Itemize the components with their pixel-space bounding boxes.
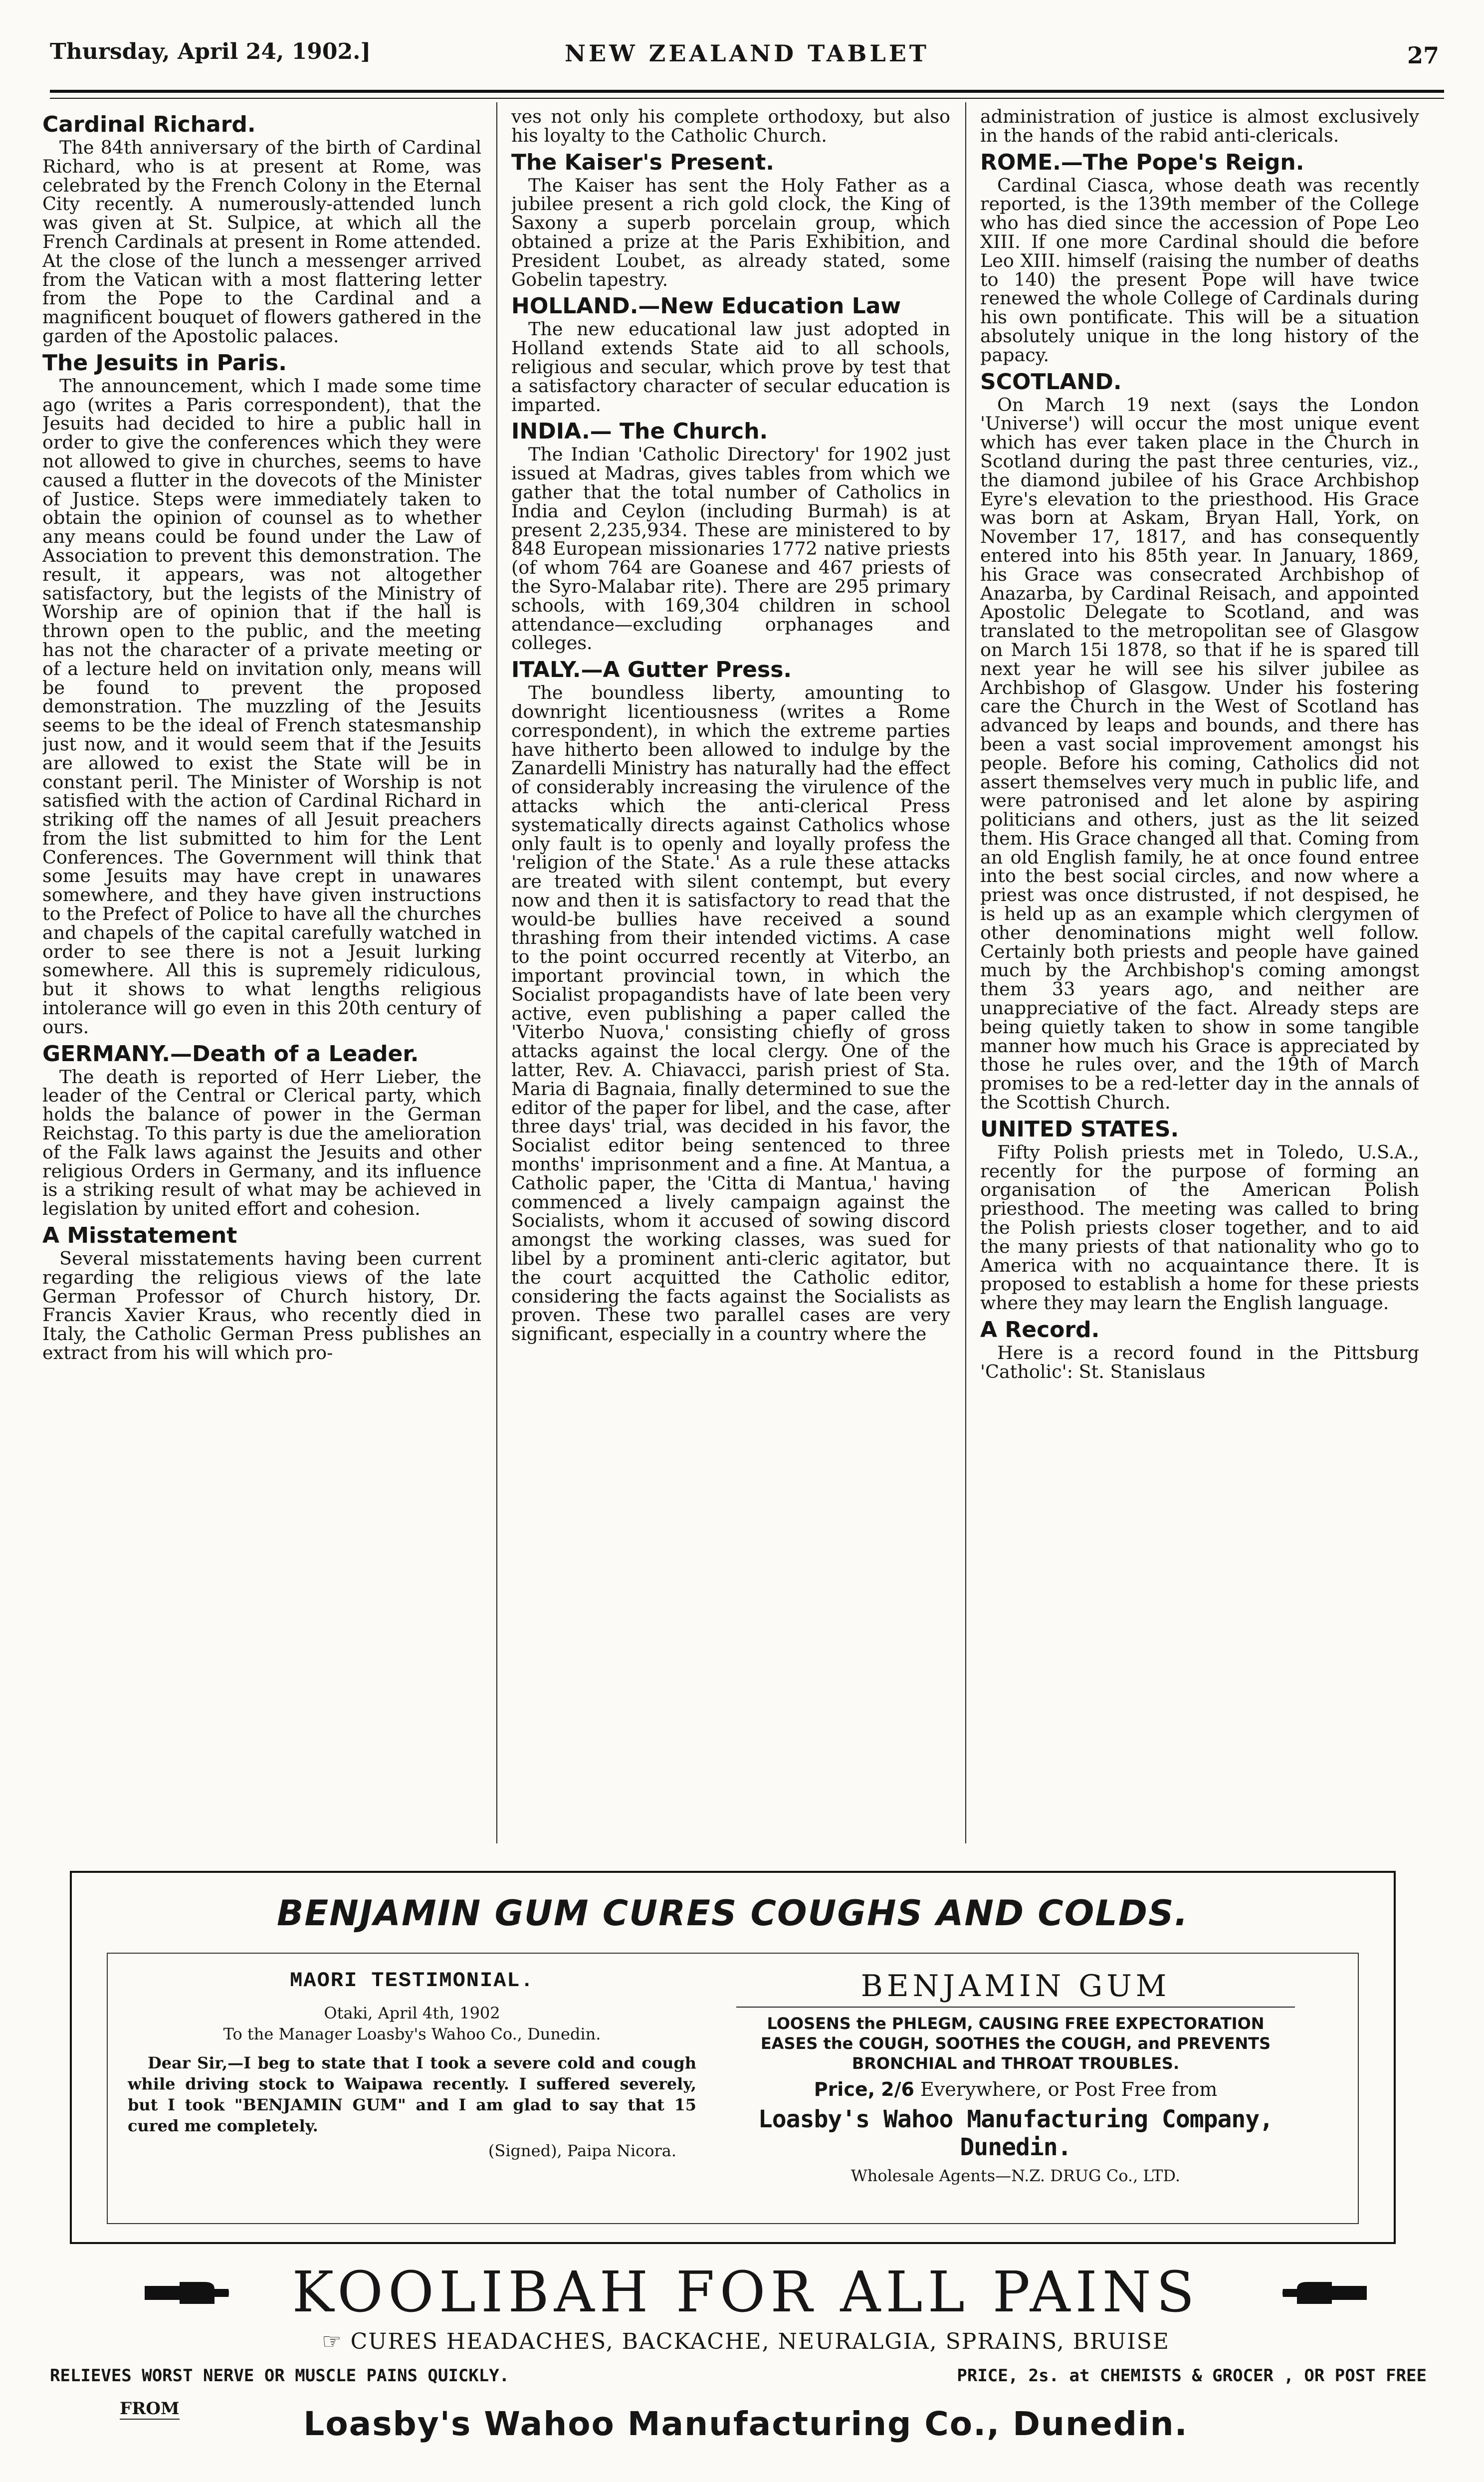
price-value: 2/6 (881, 2078, 914, 2100)
column-3 (980, 107, 1419, 1838)
newspaper-title: NEW ZEALAND TABLET (564, 40, 930, 67)
article-paragraph: The boundless liberty, amounting to downright licentiousness (writes a Rome correspondent), in which the extreme parties have hitherto been allowed to indulge by the Zanardelli Ministry has naturally had the effect of considerably increasing the virulence of the attacks which the anti-clerical Press systematically directs against Catholics whose only fault is to openly and loyally profess the 'religion of the State.' As a rule these attacks are treated with silent contempt, but every now and then it is satisfactory to read that the would-be bullies have received a sound thrashing from their intended victims. A case to the point occurred recently at Viterbo, an important provincial town, in which the Socialist propagandists have of late been very active, even publishing a paper called the 'Viterbo Nuova,' consisting chiefly of gross attacks against the local clergy. One of the latter, Rev. A. Chiavacci, parish priest of Sta. Maria di Bagnaia, finally determined to sue the editor of the paper for libel, and the case, after three days' trial, was decided in his favor, the Socialist editor being sentenced to three months' imprisonment and a fine. At Mantua, a Catholic paper, the 'Citta di Mantua,' having commenced a lively campaign against the Socialists, whom it accused of sowing discord amongst the working classes, was sued for libel by a prominent anti-cleric agitator, but the court acquitted the Catholic editor, considering the facts against the Socialists as proven. These two parallel cases are very significant, especially in a country where the (511, 682, 950, 1345)
testimonial-title: MAORI TESTIMONIAL. (290, 1969, 534, 1993)
article-heading: The Kaiser's Present. (511, 149, 774, 175)
testimonial-body: Dear Sir,—I beg to state that I took a severe cold and cough while driving stock to Waipawa recently. I suffered severely, but I took "BENJAMIN GUM" and I am glad to say that 15 cured me completely. (128, 2053, 696, 2135)
column-1 (42, 107, 481, 1838)
product-description: LOOSENS the PHLEGM, CAUSING FREE EXPECTORATION EASES the COUGH, SOOTHES the COUGH, and PREVENTS BRONCHIAL and THROAT TROUBLES. (760, 2014, 1271, 2073)
masthead-rule-thin (50, 98, 1444, 99)
pointing-hand-icon: ☞ (322, 2329, 343, 2354)
ad-headline: BENJAMIN GUM CURES COUGHS AND COLDS. (276, 1893, 1189, 1934)
article-heading: ROME.—The Pope's Reign. (980, 149, 1304, 175)
relieves-text: RELIEVES WORST NERVE OR MUSCLE PAINS QUICKLY. (50, 2366, 510, 2386)
maori-testimonial (128, 1969, 696, 2160)
testimonial-signature: (Signed), Paipa Nicora. (488, 2141, 676, 2160)
benjamin-gum-advertisement (70, 1871, 1396, 2244)
article-heading: SCOTLAND. (980, 369, 1122, 395)
article-paragraph: The announcement, which I made some time ago (writes a Paris correspondent), that the Jesuits had decided to hire a public hall in order to give the conferences which they were not allowed to give in churches, seems to have caused a flutter in the dovecots of the Minister of Justice. Steps were immediately taken to obtain the opinion of counsel as to whether any means could be found under the Law of Association to prevent this demonstration. The result, it appears, was not altogether satisfactory, but the legists of the Ministry of Worship are of opinion that if the hall is thrown open to the public, and the meeting has not the character of a private meeting or of a lecture held on invitation only, means will be found to prevent the proposed demonstration. The muzzling of the Jesuits seems to be the ideal of French statesmanship just now, and it would seem that if the Jesuits are allowed to exist the State will be in constant peril. The Minister of Worship is not satisfied with the action of Cardinal Richard in striking off the names of all Jesuit preachers from the list submitted to him for the Lent Conferences. The Government will think that some Jesuits may have crept in unawares somewhere, and they have given instructions to the Prefect of Police to have all the churches and chapels of the capital carefully watched in order to see there is not a Jesuit lurking somewhere. All this is supremely ridiculous, but it shows to what lengths religious intolerance will go even in this 20th century of ours. (42, 375, 481, 1038)
cures-text: CURES HEADACHES, BACKACHE, NEURALGIA, SPRAINS, BRUISE (350, 2329, 1170, 2354)
price-text: PRICE, 2s. at CHEMISTS & GROCER , OR POST FREE (957, 2366, 1427, 2386)
article-paragraph: The death is reported of Herr Lieber, the leader of the Central or Clerical party, which holds the balance of power in the German Reichstag. To this party is due the amelioration of the Falk laws against the Jesuits and other religious Orders in Germany, and its influence is a striking result of what may be achieved in legislation by united effort and cohesion. (42, 1066, 481, 1220)
article-paragraph: Cardinal Ciasca, whose death was recently reported, is the 139th member of the College who has died since the accession of Pope Leo XIII. If one more Cardinal should die before Leo XIII. himself (raising the number of deaths to 140) the present Pope will have twice renewed the whole College of Cardinals during his own pontificate. This will be a situation absolutely unique in the long history of the papacy. (980, 174, 1419, 366)
wholesale-agents: Wholesale Agents—N.Z. DRUG Co., LTD. (850, 2166, 1181, 2185)
article-heading: GERMANY.—Death of a Leader. (42, 1041, 419, 1067)
testimonial-date: Otaki, April 4th, 1902 (324, 2004, 500, 2023)
article-paragraph: The Kaiser has sent the Holy Father as a jubilee present a rich gold clock, the King of Saxony a superb porcelain group, which obtained a prize at the Paris Exhibition, and President Loubet, as already stated, some Gobelin tapestry. (511, 174, 950, 290)
ad-cures-line (50, 2329, 1442, 2354)
company-name: Loasby's Wahoo Manufacturing Co., Dunedin. (303, 2405, 1188, 2443)
article-heading: INDIA.— The Church. (511, 419, 768, 445)
article-heading: A Misstatement (42, 1223, 237, 1249)
ad-inner-box (107, 1953, 1359, 2224)
pointing-hand-left-icon (1282, 2280, 1367, 2306)
ad-headline: KOOLIBAH FOR ALL PAINS (292, 2260, 1200, 2325)
from-label: FROM (120, 2399, 180, 2419)
article-paragraph: The new educational law just adopted in Holland extends State aid to all schools, religious and secular, which prove by test that a satisfactory character of secular education is imparted. (511, 318, 950, 416)
product-title: BENJAMIN GUM (736, 1969, 1295, 2008)
page-number: 27 (1407, 42, 1439, 69)
product-price (736, 2078, 1295, 2100)
column-divider (496, 102, 497, 1843)
article-paragraph: Fifty Polish priests met in Toledo, U.S.A., recently for the purpose of forming an organisation of the American Polish priesthood. The meeting was called to bring the Polish priests closer together, and to aid the many priests of that nationality who go to America with no acquaintance there. It is proposed to establish a home for these priests where they may learn the English language. (980, 1141, 1419, 1314)
masthead (50, 39, 1444, 79)
article-paragraph: The 84th anniversary of the birth of Cardinal Richard, who is at present at Rome, was celebrated by the French Colony in the Eternal City recently. A numerously-attended lunch was given at St. Sulpice, at which all the French Cardinals at present in Rome attended. At the close of the lunch a messenger arrived from the Vatican with a most flattering letter from the Pope to the Cardinal and a magnificent bouquet of flowers gathered in the garden of the Apostolic palaces. (42, 137, 481, 347)
testimonial-recipient: To the Manager Loasby's Wahoo Co., Dunedin. (223, 2025, 601, 2043)
article-heading: ITALY.—A Gutter Press. (511, 657, 792, 683)
article-paragraph: Several misstatements having been current regarding the religious views of the late German Professor of Church history, Dr. Francis Xavier Kraus, who recently died in Italy, the Catholic German Press publishes an extract from his will which pro- (42, 1248, 481, 1364)
price-label: Price, (814, 2078, 875, 2100)
price-rest: Everywhere, or Post Free from (920, 2078, 1218, 2100)
issue-date: Thursday, April 24, 1902.] (50, 39, 371, 64)
column-divider (965, 102, 966, 1843)
article-paragraph: The Indian 'Catholic Directory' for 1902 just issued at Madras, gives tables from which we gather that the total number of Catholics in India and Ceylon (including Burmah) is at present 2,235,934. These are ministered to by 848 European missionaries 1772 native priests (of whom 764 are Goanese and 467 priests of the Syro-Malabar rite). There are 295 primary schools, with 169,304 children in school attendance—excluding orphanages and colleges. (511, 444, 950, 654)
article-heading: The Jesuits in Paris. (42, 350, 287, 376)
article-paragraph: ves not only his complete orthodoxy, but also his loyalty to the Catholic Church. (511, 107, 950, 146)
column-2 (511, 107, 950, 1838)
product-panel (736, 1969, 1295, 2185)
article-paragraph: Here is a record found in the Pittsburg 'Catholic': St. Stanislaus (980, 1342, 1419, 1382)
koolibah-advertisement (50, 2260, 1442, 2460)
article-heading: UNITED STATES. (980, 1116, 1179, 1142)
article-heading: A Record. (980, 1317, 1100, 1343)
masthead-rule-heavy (50, 90, 1444, 93)
article-heading: Cardinal Richard. (42, 112, 256, 137)
article-paragraph: On March 19 next (says the London 'Universe') will occur the most unique event which has ever taken place in the Church in Scotland during the past three centuries, viz., the diamond jubilee of his Grace Archbishop Eyre's elevation to the priesthood. His Grace was born at Askam, Bryan Hall, York, on November 17, 1817, and has consequently entered into his 85th year. In January, 1869, his Grace was consecrated Archbishop of Anazarba, by Cardinal Reisach, and appointed Apostolic Delegate to Scotland, and was translated to the metropolitan see of Glasgow on March 15i 1878, so that if he is spared till next year he will see his silver jubilee as Archbishop of Glasgow. Under his fostering care the Church in the West of Scotland has advanced by leaps and bounds, and there has been a vast social improvement amongst his people. Before his coming, Catholics did not assert themselves very much in public life, and were patronised and let alone by aspiring politicians and others, just as the lit seized them. His Grace changed all that. Coming from an old English family, he at once found entree into the best social circles, and now where a priest was once distrusted, if not despised, he is held up as an example which clergymen of other denominations might well follow. Certainly both priests and people have gained much by the Archbishop's coming amongst them 33 years ago, and neither are unappreciative of the fact. Already steps are being quietly taken to show in some tangible manner how much his Grace is appreciated by those he rules over, and the 19th of March promises to be a red-letter day in the annals of the Scottish Church. (980, 394, 1419, 1114)
article-heading: HOLLAND.—New Education Law (511, 293, 901, 319)
article-paragraph: administration of justice is almost exclusively in the hands of the rabid anti-clericals. (980, 107, 1419, 146)
company-name: Loasby's Wahoo Manufacturing Company, Dunedin. (758, 2105, 1273, 2161)
